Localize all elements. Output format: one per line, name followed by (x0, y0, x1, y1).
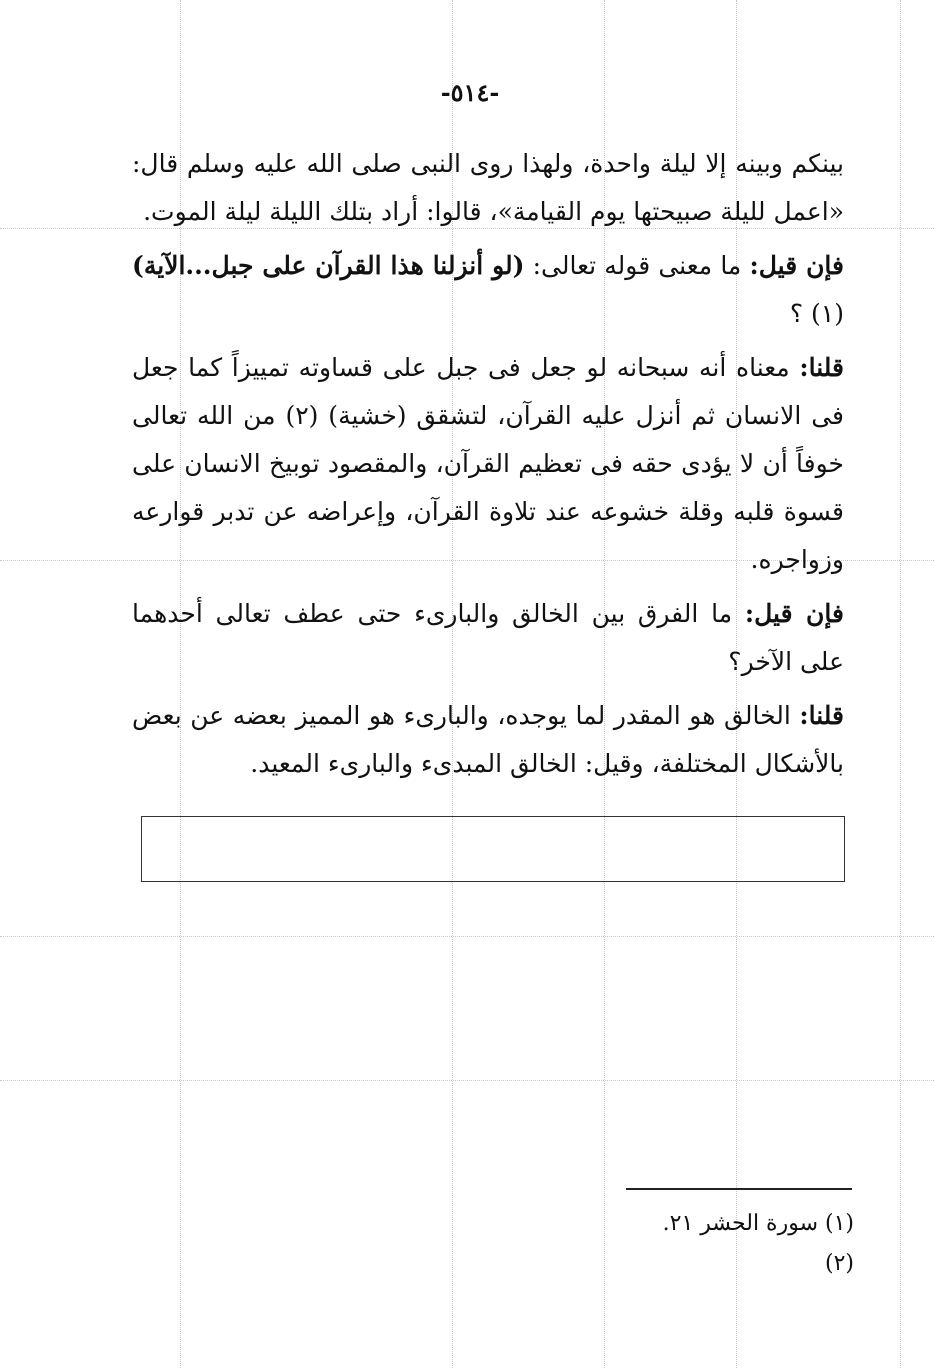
paragraph-lead: قلنا: (799, 353, 844, 382)
footnote: (١) سورة الحشر ٢١. (662, 1211, 854, 1236)
paragraph-text: بينكم وبينه إلا ليلة واحدة، ولهذا روى النبى صلى الله عليه وسلم قال: «اعمل لليلة صبيحتها يوم القيامة»، قالوا: أراد بتلك الليلة ليلة الموت. (132, 149, 844, 226)
quran-verse: (لو أنزلنا هذا القرآن على جبل...الآية) (132, 251, 525, 280)
paragraph-text: ما معنى قوله تعالى: (524, 251, 750, 280)
paragraph-text: معناه أنه سبحانه لو جعل فى جبل على قساوته تمييزاً كما جعل فى الانسان ثم أنزل عليه القرآن، لتشقق (خشية) (٢) من الله تعالى خوفاً أن لا يؤدى حقه فى تعظيم القرآن، والمقصود توبيخ الانسان على قسوة قلبه وقلة خشوعه عند تلاوة القرآن، وإعراضه عن تدبر قوارعه وزواجره. (132, 353, 844, 574)
footnote-separator (626, 1188, 852, 1190)
scan-dot-line (0, 936, 934, 937)
paragraph (132, 140, 844, 236)
page-number: -٥١٤- (440, 78, 500, 107)
scan-dot-line (900, 0, 901, 1368)
paragraph-lead: فإن قيل: (744, 599, 844, 628)
paragraph-text: ما الفرق بين الخالق والبارىء حتى عطف تعالى أحدهما على الآخر؟ (132, 599, 844, 676)
paragraph-text: الخالق هو المقدر لما يوجده، والبارىء هو المميز بعضه عن بعض بالأشكال المختلفة، وقيل: الخالق المبدىء والبارىء المعيد. (132, 701, 844, 778)
paragraph-lead: قلنا: (799, 701, 844, 730)
paragraph (132, 692, 844, 788)
footnote: (٢) (824, 1251, 854, 1276)
empty-frame-box (141, 816, 845, 882)
body-text (132, 140, 844, 794)
footnotes (560, 1204, 854, 1284)
scan-dot-line (0, 1080, 934, 1081)
paragraph (132, 590, 844, 686)
paragraph-text: (١) ؟ (789, 299, 844, 328)
paragraph-lead: فإن قيل: (749, 251, 844, 280)
paragraph (132, 344, 844, 584)
paragraph (132, 242, 844, 338)
